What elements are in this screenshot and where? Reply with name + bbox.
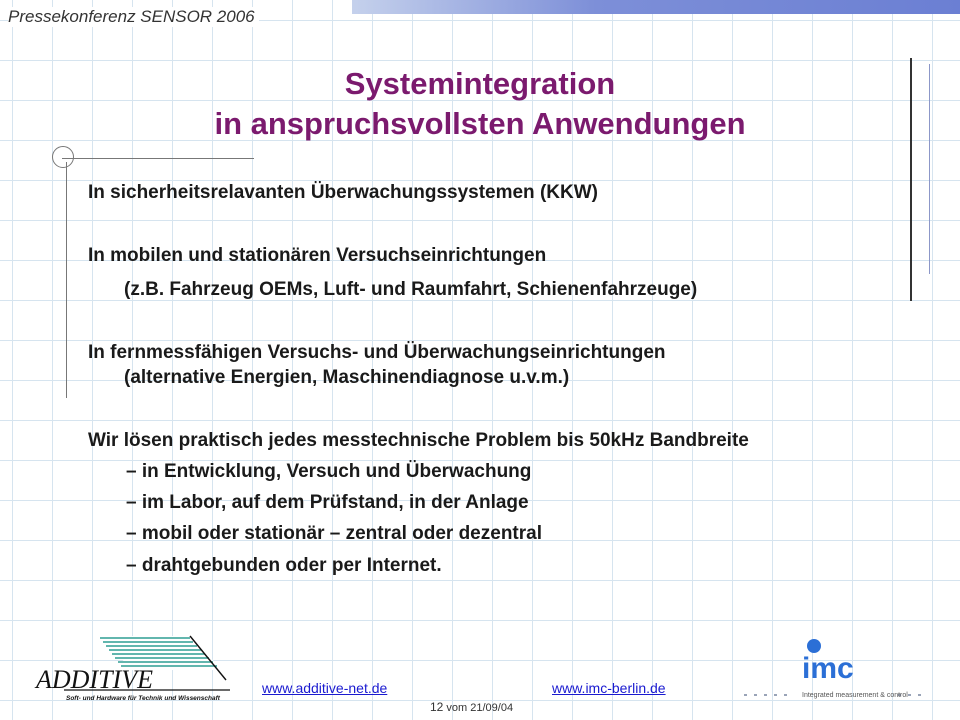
imc-logo xyxy=(740,634,930,700)
additive-website-link[interactable]: www.additive-net.de xyxy=(262,680,388,696)
page-number: 12 xyxy=(430,700,444,714)
svg-text:Soft- und Hardware für Technik: Soft- und Hardware für Technik und Wissenschaft xyxy=(66,695,220,702)
decorative-circle xyxy=(52,146,74,168)
top-accent-bar xyxy=(352,0,960,14)
bullet-item: In mobilen und stationären Versuchseinrichtungen xyxy=(88,245,547,266)
decorative-line-horizontal xyxy=(62,158,254,159)
sub-bullet-item: – mobil oder stationär – zentral oder dezentral xyxy=(126,523,542,544)
bullet-item: Wir lösen praktisch jedes messtechnische Problem bis 50kHz Bandbreite xyxy=(88,430,749,451)
presentation-header: Pressekonferenz SENSOR 2006 xyxy=(8,7,259,27)
sub-bullet-item: – im Labor, auf dem Prüfstand, in der Anlage xyxy=(126,492,529,513)
decorative-line-right-secondary xyxy=(929,64,930,274)
svg-text:imc: imc xyxy=(802,652,854,685)
slide-title xyxy=(120,64,840,144)
page-indicator xyxy=(430,700,513,714)
additive-logo xyxy=(30,634,240,704)
imc-website-link[interactable]: www.imc-berlin.de xyxy=(552,680,666,696)
sub-bullet-item: – drahtgebunden oder per Internet. xyxy=(126,555,442,576)
svg-text:Integrated measurement & contr: Integrated measurement & control xyxy=(802,692,908,699)
imc-dot-icon xyxy=(807,639,821,653)
decorative-line-right xyxy=(910,58,912,301)
sub-bullet-item: – in Entwicklung, Versuch und Überwachung xyxy=(126,461,532,482)
svg-text:ADDITIVE: ADDITIVE xyxy=(36,665,153,694)
bullet-item: In fernmessfähigen Versuchs- und Überwachungseinrichtungen xyxy=(88,342,666,363)
page-date: vom 21/09/04 xyxy=(446,702,514,714)
slide-title-line-1: Systemintegration xyxy=(344,66,616,101)
slide-title-line-2: in anspruchsvollsten Anwendungen xyxy=(214,106,746,141)
decorative-line-left xyxy=(66,162,67,398)
bullet-item: In sicherheitsrelavanten Überwachungssystemen (KKW) xyxy=(88,182,598,203)
bullet-subtext: (z.B. Fahrzeug OEMs, Luft- und Raumfahrt, Schienenfahrzeuge) xyxy=(124,279,698,300)
bullet-subtext: (alternative Energien, Maschinendiagnose u.v.m.) xyxy=(124,367,570,388)
